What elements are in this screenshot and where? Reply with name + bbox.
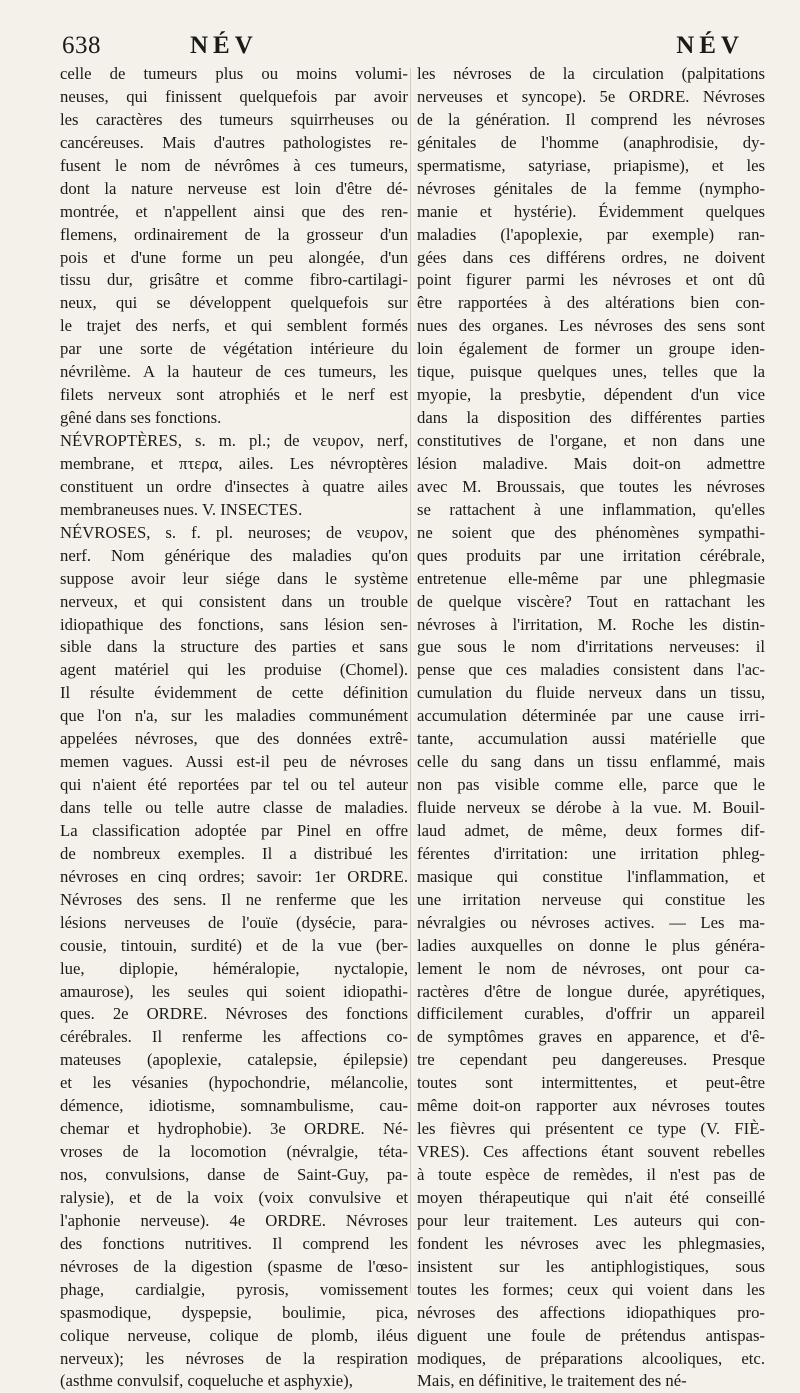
text-line: appelées névroses, que des données extrê- <box>60 729 408 749</box>
text-line: Névroses des sens. Il ne renferme que les <box>60 889 408 909</box>
text-line: tre cependant peu dangereuses. Presque <box>417 1050 765 1070</box>
column-gutter <box>410 68 411 1293</box>
text-line: idiopathique des fonctions, sans lésion sen- <box>60 614 408 634</box>
text-line: nerveuses et syncope). 5e ORDRE. Névroses <box>417 86 765 106</box>
text-line: vroses de la locomotion (névralgie, téta- <box>60 1142 408 1162</box>
text-line: férentes d'irritation: une irritation phleg- <box>417 843 765 863</box>
text-line: flemens, ordinairement de la grosseur d'un <box>60 224 408 244</box>
text-line: par une sorte de végétation intérieure du <box>60 339 408 359</box>
text-line: fluide nerveux se dérobe à la vue. M. Bouil- <box>417 798 765 817</box>
text-line: accumulation déterminée par une cause irri- <box>417 706 765 726</box>
text-line: constituent un ordre d'insectes à quatre ailes <box>60 476 408 496</box>
text-line: de nombreux exemples. Il a distribué les <box>60 843 408 863</box>
text-line: masique qui constitue l'inflammation, et <box>417 866 765 886</box>
text-line: ques. 2e ORDRE. Névroses des fonctions <box>60 1004 408 1024</box>
text-line: toutes sont intermittentes, et peut-être <box>417 1073 765 1093</box>
text-line: les fièvres qui présentent ce type (V. FIÈ- <box>417 1119 765 1139</box>
text-line: non pas visible comme elle, parce que le <box>417 775 765 795</box>
text-line: névrilème. A la hauteur de ces tumeurs, les <box>60 362 408 382</box>
text-line: nues des organes. Les névroses des sens sont <box>417 316 765 336</box>
text-line: ralysie), et de la voix (voix convulsive et <box>60 1187 408 1207</box>
text-line: gées dans ces différens ordres, ne doivent <box>417 247 765 267</box>
text-line: gêné dans ses fonctions. <box>60 408 222 428</box>
text-line: lésion maladive. Mais doit-on admettre <box>417 453 765 473</box>
text-line: cumulation du fluide nerveux dans un tissu, <box>417 683 765 703</box>
text-line: nerveux, et qui consistent dans un trouble <box>60 591 408 611</box>
text-line: névroses à l'irritation, M. Roche les distin- <box>417 614 765 634</box>
running-head-left: NÉV <box>190 32 258 59</box>
text-line: celle de tumeurs plus ou moins volumi- <box>60 64 408 83</box>
text-line: ne soient que des phénomènes sympathi- <box>417 522 765 542</box>
text-line: de la génération. Il comprend les névroses <box>417 109 765 129</box>
text-line: neuses, qui finissent quelquefois par avoir <box>60 86 408 106</box>
text-line: lue, diplopie, héméralopie, nyctalopie, <box>60 958 408 978</box>
text-line: une irritation nerveuse qui constitue les <box>417 889 765 909</box>
text-line: spasmodique, dyspepsie, boulimie, pica, <box>60 1302 408 1322</box>
text-line: ladies auxquelles on donne le plus généra- <box>417 935 765 955</box>
text-line: VRES). Ces affections étant souvent rebelles <box>417 1142 765 1162</box>
text-line: modiques, de préparations alcooliques, etc. <box>417 1348 765 1368</box>
text-line: neux, qui se développent quelquefois sur <box>60 293 408 313</box>
text-line: diguent une foule de prétendus antispas- <box>417 1325 765 1345</box>
text-line: memen vagues. Aussi est-il peu de névroses <box>60 752 408 772</box>
text-line: amaurose), les seules qui soient idiopathi- <box>60 981 408 1001</box>
text-line: NÉVROSES, s. f. pl. neuroses; de νευρον, <box>60 522 408 542</box>
text-line: fondent les névroses avec les phlegmasies, <box>417 1233 765 1253</box>
text-line: Mais, en définitive, le traitement des né- <box>417 1371 687 1391</box>
text-line: névroses de la digestion (spasme de l'œso- <box>60 1256 408 1276</box>
text-line: les caractères des tumeurs squirrheuses ou <box>60 109 408 129</box>
text-line: phage, cardialgie, pyrosis, vomissement <box>60 1279 408 1299</box>
text-line: ractères d'être de longue durée, apyrétiques, <box>417 981 765 1001</box>
text-line: mateuses (apoplexie, catalepsie, épilepsie) <box>60 1050 408 1070</box>
text-line: nerveux); les névroses de la respiration <box>60 1348 408 1368</box>
text-line: loin également de former un groupe iden- <box>417 339 765 359</box>
text-line: cancéreuses. Mais d'autres pathologistes re- <box>60 132 408 152</box>
text-line: La classification adoptée par Pinel en offre <box>60 820 408 840</box>
text-line: (asthme convulsif, coqueluche et asphyxie), <box>60 1371 353 1391</box>
text-line: entretenue elle-même par une phlegmasie <box>417 568 765 588</box>
text-line: fusent le nom de névrômes à ces tumeurs, <box>60 155 408 175</box>
text-line: névroses en cinq ordres; savoir: 1er ORDRE. <box>60 866 408 886</box>
text-line: se rattachent à une inflammation, qu'elles <box>417 499 765 519</box>
text-line: point figurer parmi les névroses et ont dû <box>417 270 765 290</box>
text-line: qui n'aient été reportées par tel ou tel auteur <box>60 775 408 795</box>
text-line: le trajet des nerfs, et qui semblent formés <box>60 316 408 336</box>
text-line: de quelque viscère? Tout en rattachant les <box>417 591 765 611</box>
text-line: dans telle ou telle autre classe de maladies. <box>60 798 408 817</box>
text-line: que l'on n'a, sur les maladies communément <box>60 706 408 726</box>
text-line: membraneuses nues. V. INSECTES. <box>60 499 303 519</box>
text-line: même doit-on rapporter aux névroses toutes <box>417 1096 765 1116</box>
text-line: ques produits par une irritation cérébrale, <box>417 545 765 565</box>
text-line: Il résulte évidemment de cette définition <box>60 683 408 703</box>
text-line: montrée, et n'appellent ainsi que des ren- <box>60 201 408 221</box>
text-line: laud admet, de même, deux formes dif- <box>417 820 765 840</box>
text-line: difficilement curables, d'offrir un appareil <box>417 1004 765 1024</box>
text-line: lésions nerveuses de l'ouïe (dysécie, para- <box>60 912 408 932</box>
text-line: manie et hystérie). Évidemment quelques <box>417 201 765 221</box>
text-line: colique nerveuse, colique de plomb, iléus <box>60 1325 408 1345</box>
text-line: des fonctions nutritives. Il comprend les <box>60 1233 408 1253</box>
page-number: 638 <box>62 32 101 59</box>
text-line: filets nerveux sont atrophiés et le nerf est <box>60 385 408 405</box>
right-column <box>417 63 765 1393</box>
text-line: tante, accumulation aussi matérielle que <box>417 729 765 749</box>
text-line: suppose avoir leur siége dans le système <box>60 568 408 588</box>
text-line: névralgies ou névroses actives. — Les ma- <box>417 912 765 932</box>
text-line: maladies (l'apoplexie, par exemple) ran- <box>417 224 765 244</box>
text-line: génitales de l'homme (anaphrodisie, dy- <box>417 132 765 152</box>
text-line: pois et d'une forme un peu alongée, d'un <box>60 247 408 267</box>
text-line: à toute espèce de remèdes, il n'est pas de <box>417 1165 765 1184</box>
text-line: tissu dur, grisâtre et comme fibro-cartilagi- <box>60 270 408 290</box>
text-line: celle du sang dans un tissu enflammé, mais <box>417 752 765 772</box>
text-line: constitutives de l'organe, et non dans une <box>417 431 765 450</box>
text-line: insistent sur les antiphlogistiques, sous <box>417 1256 765 1276</box>
page-header <box>62 32 766 64</box>
text-line: membrane, et πτερα, ailes. Les névroptères <box>60 453 408 473</box>
text-line: myopie, la presbytie, dépendent d'un vice <box>417 385 765 405</box>
running-head-right: NÉV <box>676 32 744 59</box>
text-line: névroses génitales de la femme (nympho- <box>417 178 765 198</box>
text-line: démence, idiotisme, somnambulisme, cau- <box>60 1096 408 1116</box>
left-column <box>60 63 408 1393</box>
text-line: nerf. Nom générique des maladies qu'on <box>60 545 408 565</box>
text-line: dans la disposition des différentes parties <box>417 408 765 428</box>
text-line: être rapportées à des altérations bien con- <box>417 293 765 313</box>
text-line: dont la nature nerveuse est loin d'être dé- <box>60 178 408 198</box>
text-line: cérébrales. Il renferme les affections co- <box>60 1027 408 1047</box>
text-line: névroses des affections idiopathiques pro- <box>417 1302 765 1322</box>
text-line: pense que ces maladies consistent dans l'ac- <box>417 660 765 680</box>
text-line: de symptômes graves en apparence, et d'ê- <box>417 1027 765 1047</box>
text-line: moyen thérapeutique qui n'ait été conseillé <box>417 1187 765 1207</box>
text-line: chemar et hydrophobie). 3e ORDRE. Né- <box>60 1119 408 1139</box>
text-line: toutes les formes; ceux qui voient dans les <box>417 1279 765 1299</box>
text-line: agent matériel qui les produise (Chomel). <box>60 660 408 680</box>
text-line: avec M. Broussais, que toutes les névroses <box>417 476 765 496</box>
text-line: gue sous le nom d'irritations nerveuses: il <box>417 637 765 657</box>
text-line: l'aphonie nerveuse). 4e ORDRE. Névroses <box>60 1210 408 1230</box>
text-line: tique, puisque quelques unes, telles que la <box>417 362 765 382</box>
text-line: lement le nom de névroses, ont pour ca- <box>417 958 765 978</box>
text-line: et les vésanies (hypochondrie, mélancolie, <box>60 1073 408 1093</box>
text-line: les névroses de la circulation (palpitations <box>417 64 765 83</box>
text-line: cousie, tintouin, surdité) et de la vue (ber- <box>60 935 408 955</box>
text-line: pour leur traitement. Les auteurs qui con- <box>417 1210 765 1230</box>
text-line: sible dans la structure des parties et sans <box>60 637 408 657</box>
text-line: spermatisme, satyriase, priapisme), et les <box>417 155 765 175</box>
text-line: NÉVROPTÈRES, s. m. pl.; de νευρον, nerf, <box>60 431 408 450</box>
text-line: nos, convulsions, danse de Saint-Guy, pa- <box>60 1165 408 1184</box>
